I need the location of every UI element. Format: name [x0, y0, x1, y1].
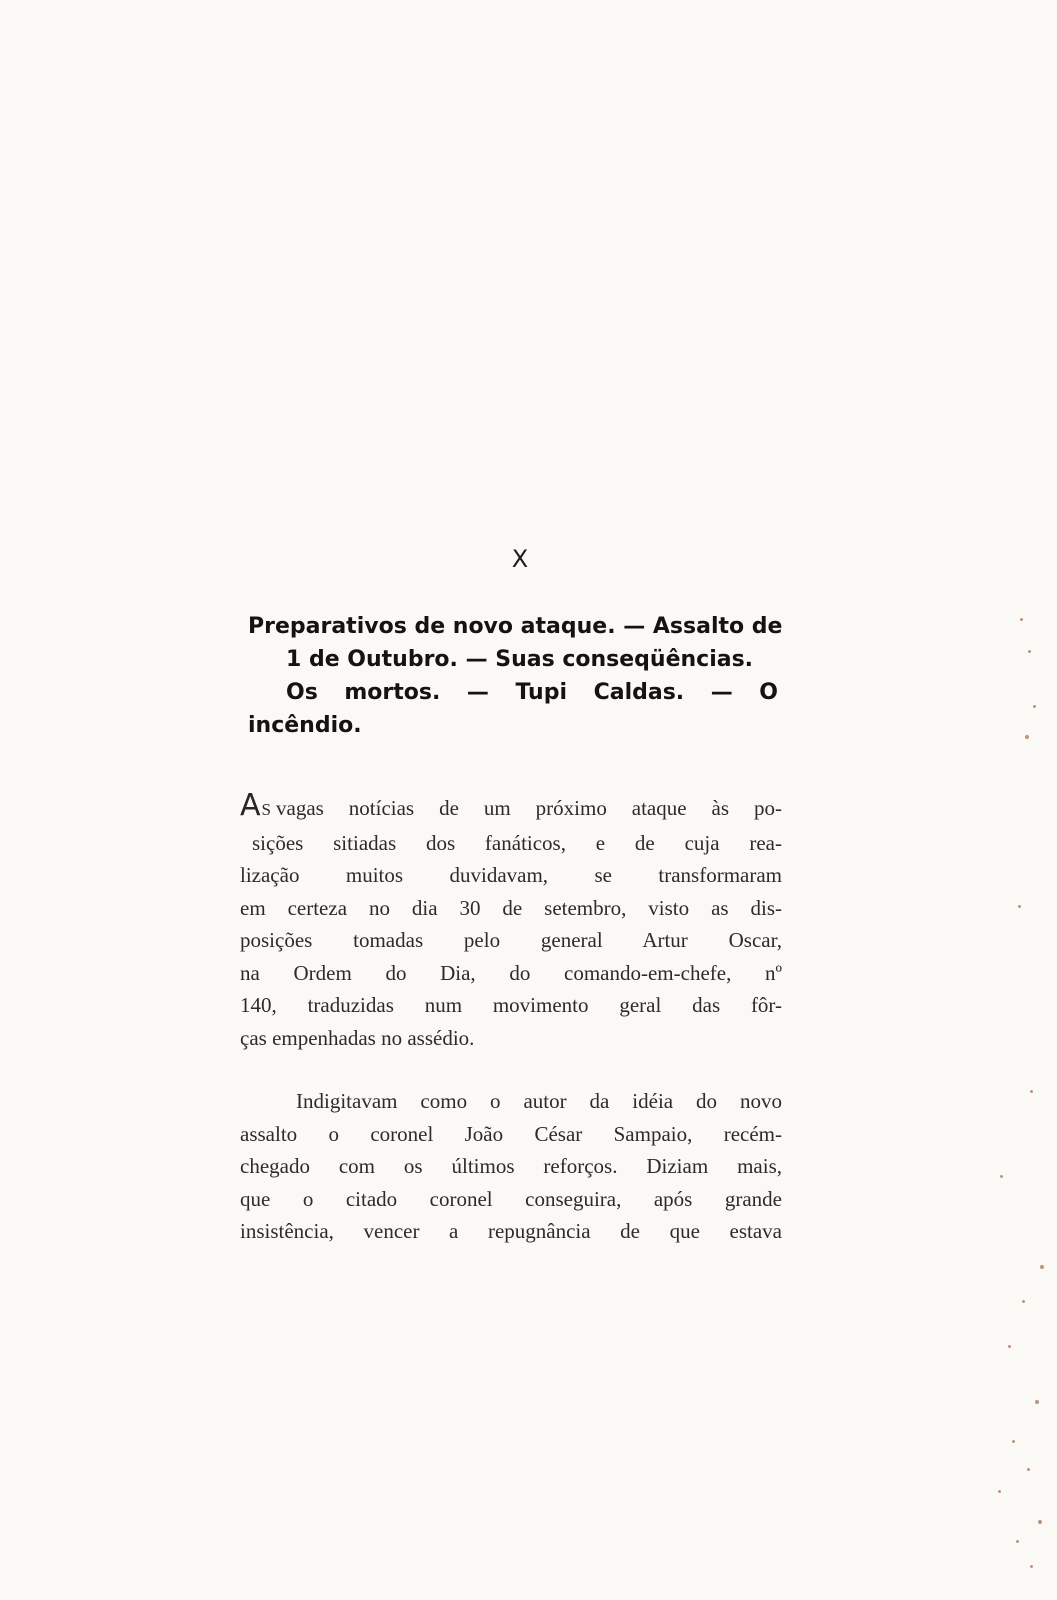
paragraph-line: lização muitos duvidavam, se transformaram	[240, 863, 782, 887]
paragraph-1	[240, 792, 782, 1054]
chapter-heading-line: incêndio.	[248, 713, 362, 738]
drop-cap: A	[240, 792, 261, 823]
paragraph-line: 140, traduzidas num movimento geral das fôr-	[240, 993, 782, 1017]
paragraph-line: insistência, vencer a repugnância de que estava	[240, 1219, 782, 1243]
paragraph-line: na Ordem do Dia, do comando-em-chefe, nº	[240, 960, 782, 985]
paragraph-line: ças empenhadas no assédio.	[240, 1025, 475, 1050]
paragraph-line-first	[240, 792, 782, 827]
small-cap: S	[261, 800, 272, 819]
paragraph-line: chegado com os últimos reforços. Diziam mais,	[240, 1154, 782, 1178]
paragraph-line: posições tomadas pelo general Artur Oscar,	[240, 928, 782, 952]
chapter-heading-line: Os mortos. — Tupi Caldas. — O	[286, 680, 778, 705]
chapter-heading-line: Preparativos de novo ataque. — Assalto de	[248, 614, 783, 639]
paragraph-line-text: vagas notícias de um próximo ataque às po-	[276, 796, 782, 820]
paragraph-line: em certeza no dia 30 de setembro, visto as dis-	[240, 895, 782, 920]
chapter-number: X	[511, 545, 529, 573]
paragraph-line: assalto o coronel João César Sampaio, recém-	[240, 1121, 782, 1146]
paragraph-line: que o citado coronel conseguira, após grande	[240, 1186, 782, 1211]
paragraph-line: sições sitiadas dos fanáticos, e de cuja rea-	[252, 830, 782, 855]
chapter-heading-line: 1 de Outubro. — Suas conseqüências.	[286, 647, 754, 672]
paragraph-2	[240, 1085, 782, 1248]
paragraph-line: Indigitavam como o autor da idéia do novo	[296, 1089, 782, 1113]
chapter-heading	[248, 610, 788, 742]
